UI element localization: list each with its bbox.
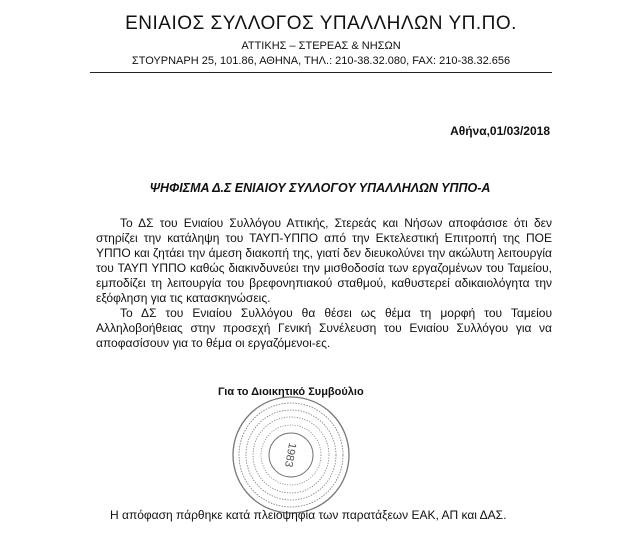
decision-note: Η απόφαση πάρθηκε κατά πλειοψηφία των παρατάξεων ΕΑΚ, ΑΠ και ΔΑΣ. bbox=[110, 508, 507, 522]
rubber-stamp-icon bbox=[230, 394, 352, 516]
organization-name: ΕΝΙΑΙΟΣ ΣΥΛΛΟΓΟΣ ΥΠΑΛΛΗΛΩΝ ΥΠ.ΠΟ. bbox=[125, 13, 517, 34]
stamp-year: 1983 bbox=[281, 441, 299, 468]
document-date: Αθήνα,01/03/2018 bbox=[450, 124, 550, 138]
letterhead bbox=[90, 12, 552, 73]
body-paragraph-2: Το ΔΣ του Ενιαίου Συλλόγου θα θέσει ως θέμα τη μορφή του Ταμείου Αλληλοβοήθειας στην προσεχή Γενική Συνέλευση του Ενιαίου Συλλόγου για να αποφασίσουν για το θέμα οι εργαζόμενοι-ες. bbox=[96, 306, 552, 350]
organization-region: ΑΤΤΙΚΗΣ – ΣΤΕΡΕΑΣ & ΝΗΣΩΝ bbox=[241, 40, 401, 52]
signature-label: Για το Διοικητικό Συμβούλιο bbox=[218, 386, 364, 398]
document-title: ΨΗΦΙΣΜΑ Δ.Σ ΕΝΙΑΙΟΥ ΣΥΛΛΟΓΟΥ ΥΠΑΛΛΗΛΩΝ ΥΠΠΟ-Α bbox=[149, 181, 491, 195]
body-paragraph-1: Το ΔΣ του Ενιαίου Συλλόγου Αττικής, Στερεάς και Νήσων αποφάσισε ότι δεν στηρίζει την κατάληψη του ΤΑΥΠ-ΥΠΠΟ από την Εκτελεστική Επιτροπή της ΠΟΕ ΥΠΠΟ και ζητάει την άμεση διακοπή της, γιατί δεν διευκολύνει την ακώλυτη λειτουργία του ΤΑΥΠ ΥΠΠΟ καθώς διακινδυνεύει την μισθοδοσία των εργαζομένων του Ταμείου, εμποδίζει τη λειτουργία του βρεφονηπιακού σταθμού, καθυστερεί αδικαιολόγητα την εξόφληση για τις κατασκηνώσεις. bbox=[96, 216, 552, 305]
organization-contact: ΣΤΟΥΡΝΑΡΗ 25, 101.86, ΑΘΗΝΑ, ΤΗΛ.: 210-38.32.080, FAX: 210-38.32.656 bbox=[131, 55, 511, 67]
document-body bbox=[96, 216, 552, 351]
